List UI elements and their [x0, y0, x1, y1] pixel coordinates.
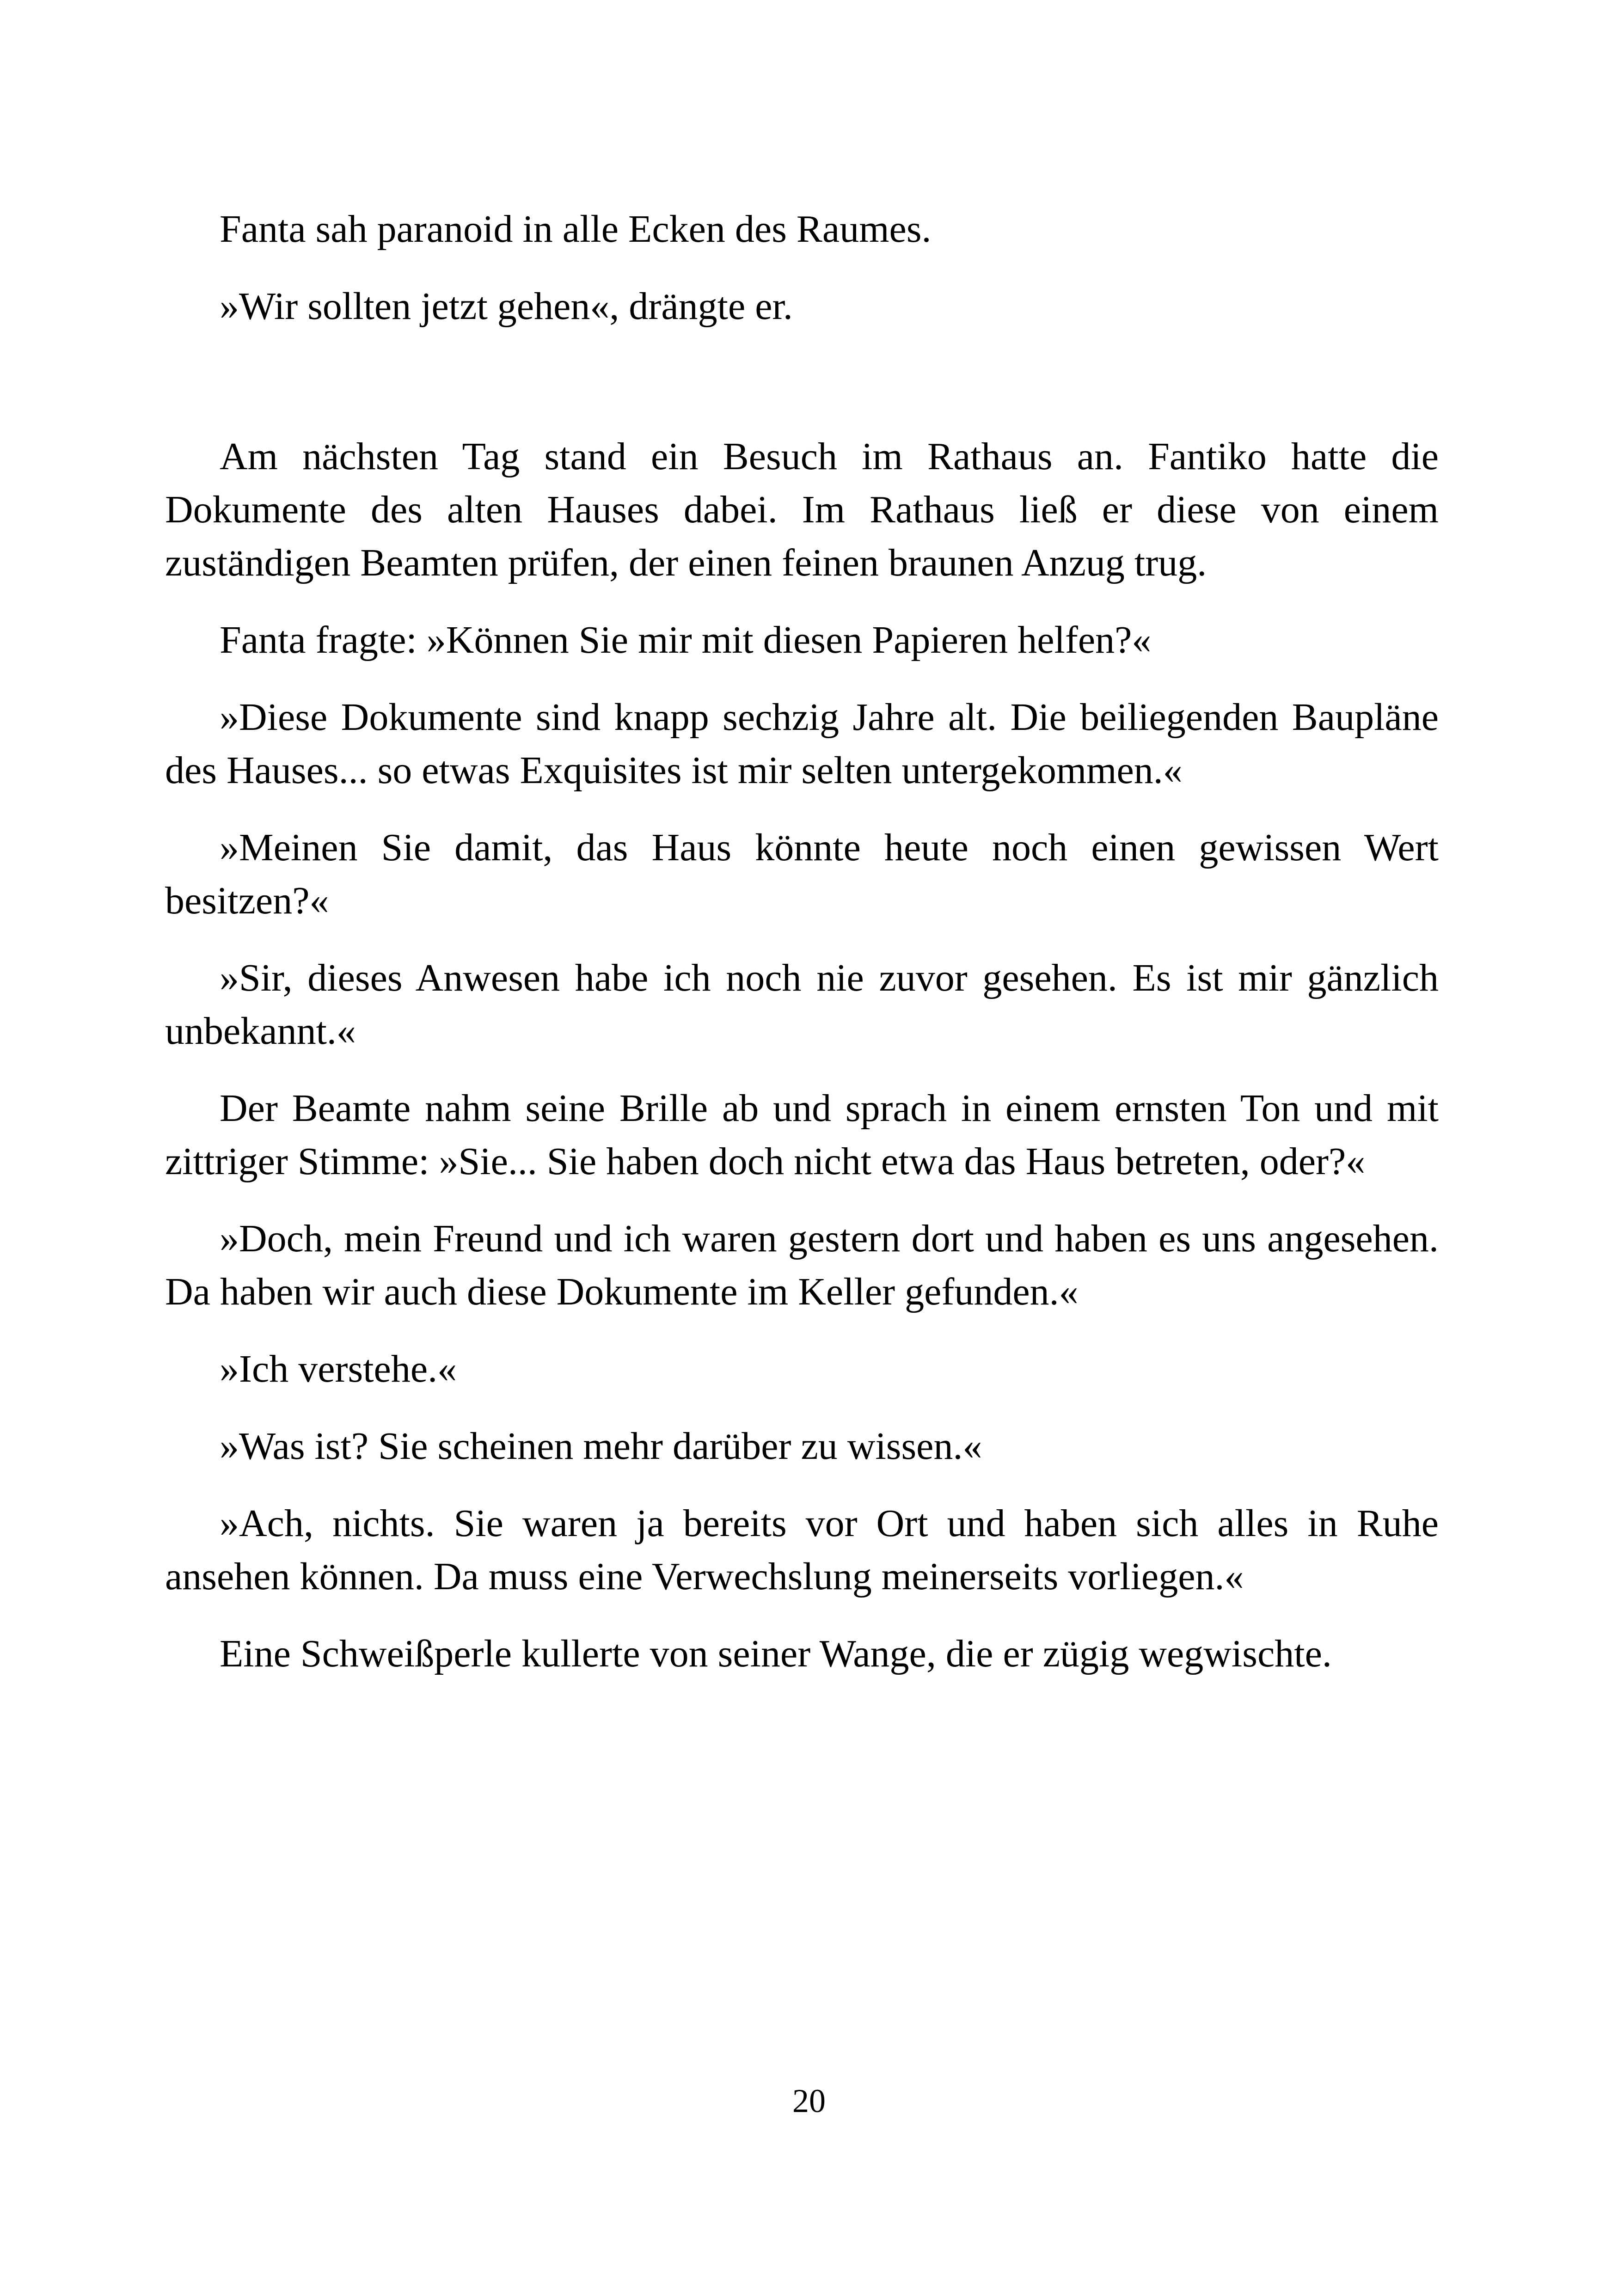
paragraph: Fanta fragte: »Können Sie mir mit diesen Papieren helfen?«: [220, 618, 1152, 661]
paragraph: Fanta sah paranoid in alle Ecken des Raumes.: [220, 208, 932, 251]
paragraph: »Doch, mein Freund und ich waren gestern dort und haben es uns angesehen. Da haben wir auch diese Dokumente im Keller gefunden.«: [165, 1217, 1439, 1313]
text-block-top: [165, 202, 1439, 333]
paragraph: »Was ist? Sie scheinen mehr darüber zu wissen.«: [220, 1425, 982, 1468]
paragraph: Eine Schweißperle kullerte von seiner Wange, die er zügig wegwischte.: [220, 1632, 1332, 1675]
paragraph: »Sir, dieses Anwesen habe ich noch nie zuvor gesehen. Es ist mir gänzlich unbekannt.«: [165, 956, 1439, 1053]
paragraph: »Meinen Sie damit, das Haus könnte heute noch einen gewissen Wert besitzen?«: [165, 826, 1439, 922]
paragraph: Der Beamte nahm seine Brille ab und sprach in einem ernsten Ton und mit zittriger Stimme: »Sie... Sie haben doch nicht etwa das Haus betreten, oder?«: [165, 1087, 1439, 1183]
text-block-main: [165, 430, 1439, 1680]
paragraph: »Ich verstehe.«: [220, 1347, 457, 1390]
paragraph: Am nächsten Tag stand ein Besuch im Rathaus an. Fantiko hatte die Dokumente des alten Hauses dabei. Im Rathaus ließ er diese von einem zuständigen Beamten prüfen, der einen feinen braunen Anzug trug.: [165, 435, 1439, 584]
paragraph: »Ach, nichts. Sie waren ja bereits vor Ort und haben sich alles in Ruhe ansehen können. Da muss eine Verwechslung meinerseits vorliegen.«: [165, 1502, 1439, 1598]
paragraph: »Diese Dokumente sind knapp sechzig Jahre alt. Die beiliegenden Baupläne des Hauses... so etwas Exquisites ist mir selten untergekommen.«: [165, 696, 1439, 792]
paragraph: »Wir sollten jetzt gehen«, drängte er.: [220, 285, 793, 328]
page-number: 20: [792, 2082, 826, 2119]
